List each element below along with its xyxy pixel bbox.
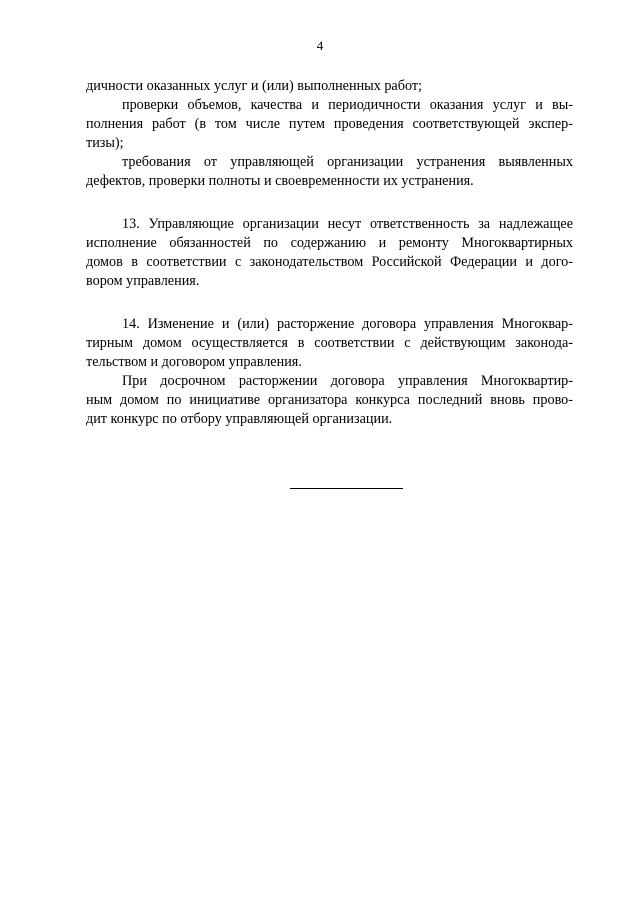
text-line: проверки объемов, качества и периодичности оказания услуг и вы- [122,97,573,113]
end-divider [290,488,403,489]
text-line: тирным домом осуществляется в соответствии с действующим законода- [86,335,573,351]
text-line: дит конкурс по отбору управляющей организации. [86,411,393,427]
text-line: полнения работ (в том числе путем проведения соответствующей экспер- [86,116,573,132]
text-line: тельством и договором управления. [86,354,302,370]
text-line: 13. Управляющие организации несут ответственность за надлежащее [122,216,573,232]
text-line: 14. Изменение и (или) расторжение договора управления Многоквар- [122,316,573,332]
text-line: При досрочном расторжении договора управления Многоквартир- [122,373,573,389]
text-line: требования от управляющей организации устранения выявленных [122,154,573,170]
text-line: дефектов, проверки полноты и своевременности их устранения. [86,173,474,189]
page-number: 4 [316,38,324,53]
text-line: дичности оказанных услуг и (или) выполненных работ; [86,78,422,94]
text-line: исполнение обязанностей по содержанию и ремонту Многоквартирных [86,235,573,251]
text-line: тизы); [86,135,124,151]
text-line: ным домом по инициативе организатора конкурса последний вновь прово- [86,392,573,408]
text-line: вором управления. [86,273,200,289]
text-line: домов в соответствии с законодательством Российской Федерации и дого- [86,254,573,270]
